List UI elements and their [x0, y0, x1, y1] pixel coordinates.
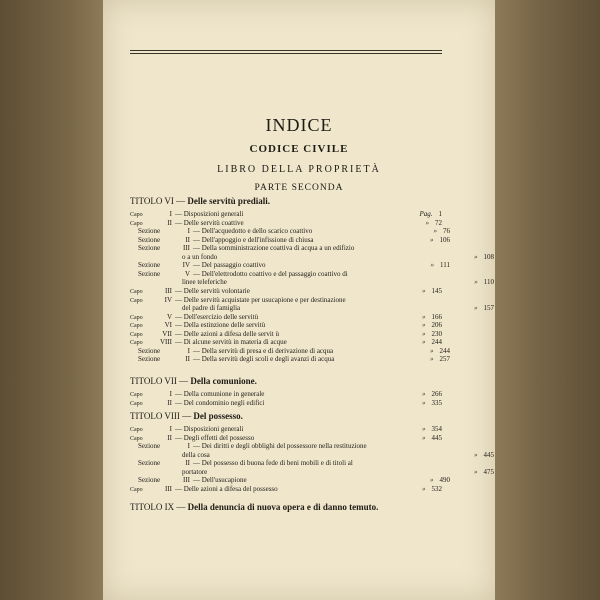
entry-number: V [166, 312, 172, 321]
entry-number: III [165, 286, 172, 295]
toc-entry [130, 451, 494, 459]
section-title [130, 196, 442, 206]
section-number: TITOLO VI — [130, 196, 188, 206]
entry-page [444, 304, 494, 312]
page-number: 206 [431, 321, 442, 330]
toc-entry [130, 270, 450, 278]
entry-page [400, 347, 450, 355]
entry-description: — Del possesso di buona fede di beni mobili e di titoli al [193, 459, 353, 468]
page-number: 145 [431, 286, 442, 295]
entry-page [392, 390, 442, 398]
entry-description: — Dei diritti e degli obblighi del possessore nella restituzione [193, 442, 367, 451]
page-prefix: » [430, 355, 434, 364]
entry-label: Capo [130, 392, 143, 398]
page-prefix: » [422, 286, 426, 295]
entry-number: III [165, 484, 172, 493]
entry-label: Sezione [138, 346, 161, 355]
entry-page [392, 219, 442, 227]
section-title [130, 411, 442, 421]
entry-label: Capo [130, 340, 143, 347]
entry-page [444, 468, 494, 476]
entry-description: — Delle servitù coattive [175, 218, 244, 227]
entry-description: — Delle servitù volontarie [175, 286, 250, 295]
entry-label: Capo [130, 323, 143, 330]
index-heading: INDICE [265, 115, 333, 135]
page-number: 445 [483, 450, 494, 459]
entry-description: del padre di famiglia [182, 304, 241, 313]
entry-label: Sezione [138, 476, 161, 485]
page-prefix: » [474, 304, 478, 313]
entry-label: Capo [130, 297, 143, 304]
entry-description: — Della comunione in generale [175, 390, 265, 398]
entry-page [444, 451, 494, 459]
entry-description: — Di alcune servitù in materia di acque [175, 338, 287, 347]
entry-number: V [184, 269, 190, 278]
entry-page [392, 485, 442, 493]
entry-description: della cosa [182, 450, 210, 459]
entry-page [400, 261, 450, 269]
toc-entry [130, 468, 494, 476]
part-heading: PARTE SECONDA [254, 183, 344, 193]
page-number: 166 [431, 312, 442, 321]
entry-label: Sezione [138, 269, 161, 278]
toc-entry [130, 304, 494, 312]
entry-label: Capo [130, 288, 143, 295]
section-name: Della denuncia di nuova opera e di danno temuto. [187, 502, 379, 512]
page-prefix: » [474, 467, 478, 476]
entry-description: — Disposizioni generali [175, 425, 244, 433]
code-heading: CODICE CIVILE [249, 143, 349, 155]
entry-page [392, 425, 442, 433]
entry-page [392, 313, 442, 321]
toc-entry [130, 253, 494, 261]
page-number: 335 [431, 398, 442, 407]
entry-label: Capo [130, 435, 143, 442]
page-prefix: » [422, 433, 426, 442]
book-page [103, 0, 495, 600]
entry-label: Sezione [138, 244, 161, 253]
entry-description: portatore [182, 467, 208, 476]
section-title [130, 502, 442, 512]
book-left-edge [0, 0, 103, 600]
entry-description: — Delle azioni a difesa del possesso [175, 484, 278, 493]
entry-page [392, 287, 442, 295]
page-prefix: » [422, 338, 426, 347]
entry-description: — Della servitù di presa e di derivazione di acqua [193, 346, 334, 355]
entry-number: II [167, 398, 172, 407]
entry-description: — Del passaggio coattivo [193, 261, 266, 270]
toc-entry [130, 236, 450, 244]
entry-description: — Dell'appoggio e dell'infissione di chiusa [193, 235, 314, 244]
entry-description: — Del condominio negli edifici [175, 398, 265, 407]
toc-entry [130, 442, 450, 450]
page-prefix: » [422, 321, 426, 330]
entry-label: Capo [130, 486, 143, 493]
page-number: 108 [483, 252, 494, 261]
entry-label: Sezione [138, 355, 161, 364]
page-number: 72 [435, 218, 442, 227]
entry-number: I [169, 390, 172, 398]
entry-page [392, 338, 442, 346]
entry-page [400, 227, 450, 235]
entry-description: — Dell'esercizio delle servitù [175, 312, 259, 321]
entry-description: — Degli effetti del possesso [175, 433, 255, 442]
page-number: 475 [483, 467, 494, 476]
entry-number: IV [164, 295, 172, 304]
page-prefix: » [422, 312, 426, 321]
entry-description: — Dell'usucapione [193, 476, 247, 485]
page-number: 110 [483, 278, 494, 287]
book-right-edge [495, 0, 600, 600]
section-number: TITOLO VII — [130, 376, 191, 386]
page-prefix: Pag. [419, 210, 433, 218]
entry-label: Sezione [138, 235, 161, 244]
entry-number: II [185, 235, 190, 244]
page-prefix: » [430, 235, 434, 244]
toc-entry [130, 261, 450, 269]
section-number: TITOLO IX — [130, 502, 188, 512]
toc-entry [130, 355, 450, 363]
entry-number: I [187, 346, 190, 355]
page-prefix: » [474, 252, 478, 261]
page-prefix: » [474, 278, 478, 287]
entry-number: III [183, 244, 190, 253]
page-prefix: » [430, 346, 434, 355]
entry-description: — Delle azioni a difesa delle servit ù [175, 329, 279, 338]
entry-description: — Dell'acquedotto e dello scarico coattivo [193, 227, 313, 236]
page-prefix: » [433, 227, 437, 236]
page-prefix: » [422, 425, 426, 433]
page-number: 532 [431, 484, 442, 493]
page-number: 244 [439, 346, 450, 355]
section-title [130, 376, 442, 386]
entry-label: Sezione [138, 227, 161, 236]
page-prefix: » [430, 476, 434, 485]
entry-description: — Della servitù degli scoli e degli avanzi di acqua [193, 355, 335, 364]
entry-number: III [183, 476, 190, 485]
section-name: Della comunione. [190, 376, 257, 386]
entry-number: I [169, 425, 172, 433]
entry-label: Capo [130, 400, 143, 407]
entry-number: VII [162, 329, 172, 338]
book-heading: LIBRO DELLA PROPRIETÀ [217, 164, 381, 175]
page-prefix: » [422, 329, 426, 338]
toc-entry [130, 399, 442, 408]
entry-page [400, 355, 450, 363]
page-prefix: » [430, 261, 435, 270]
entry-page [400, 476, 450, 484]
entry-label: Capo [130, 314, 143, 321]
entry-label: Capo [130, 220, 143, 227]
entry-description: — Delle servitù acquistate per usucapione e per destinazione [175, 295, 346, 304]
entry-label: Capo [130, 427, 143, 433]
entry-label: Capo [130, 212, 143, 218]
page-number: 76 [443, 227, 450, 236]
page-number: 445 [431, 433, 442, 442]
section-name: Delle servitù prediali. [187, 196, 270, 206]
entry-description: — Della estinzione delle servitù [175, 321, 266, 330]
entry-number: II [167, 218, 172, 227]
entry-description: — Dell'elettrodotto coattivo e del passaggio coattivo di [193, 269, 348, 278]
toc-entry [130, 459, 450, 467]
page-number: 244 [431, 338, 442, 347]
entry-page [444, 253, 494, 261]
table-of-contents [130, 0, 494, 600]
page-number: 1 [438, 210, 442, 218]
entry-label: Capo [130, 331, 143, 338]
page-prefix: » [422, 390, 426, 398]
toc-entry [130, 278, 494, 286]
entry-page [392, 434, 442, 442]
entry-page [444, 278, 494, 286]
entry-label: Sezione [138, 459, 161, 468]
entry-description: linee teleferiche [182, 278, 227, 287]
page-prefix: » [422, 484, 426, 493]
page-prefix: » [422, 398, 426, 407]
page-number: 354 [431, 425, 442, 433]
entry-number: II [185, 355, 190, 364]
page-number: 106 [439, 235, 450, 244]
entry-number: I [187, 442, 190, 451]
entry-number: I [187, 227, 190, 236]
page-number: 157 [483, 304, 494, 313]
toc-entry [130, 227, 450, 235]
entry-page [400, 236, 450, 244]
entry-label: Sezione [138, 442, 161, 451]
section-number: TITOLO VIII — [130, 411, 194, 421]
page-prefix: » [425, 218, 429, 227]
entry-description: o a un fondo [182, 252, 218, 261]
page-prefix: » [474, 450, 478, 459]
entry-number: VIII [159, 338, 172, 347]
toc-entry [130, 485, 442, 494]
entry-number: IV [182, 261, 190, 270]
entry-number: I [169, 210, 172, 218]
toc-entry [130, 347, 450, 355]
entry-label: Sezione [138, 261, 161, 270]
entry-description: — Della somministrazione coattiva di acqua a un edifizio [193, 244, 355, 253]
page-number: 266 [431, 390, 442, 398]
page-number: 230 [431, 329, 442, 338]
toc-entry [130, 476, 450, 484]
entry-page [392, 321, 442, 329]
entry-description: — Disposizioni generali [175, 210, 244, 218]
page-number: 257 [439, 355, 450, 364]
entry-page [392, 330, 442, 338]
entry-number: II [167, 433, 172, 442]
entry-number: II [185, 459, 190, 468]
entry-number: VI [164, 321, 172, 330]
toc-entry [130, 244, 450, 252]
entry-page [392, 399, 442, 407]
section-name: Del possesso. [193, 411, 243, 421]
entry-page [392, 210, 442, 218]
page-number: 111 [440, 261, 450, 270]
page-number: 490 [439, 476, 450, 485]
